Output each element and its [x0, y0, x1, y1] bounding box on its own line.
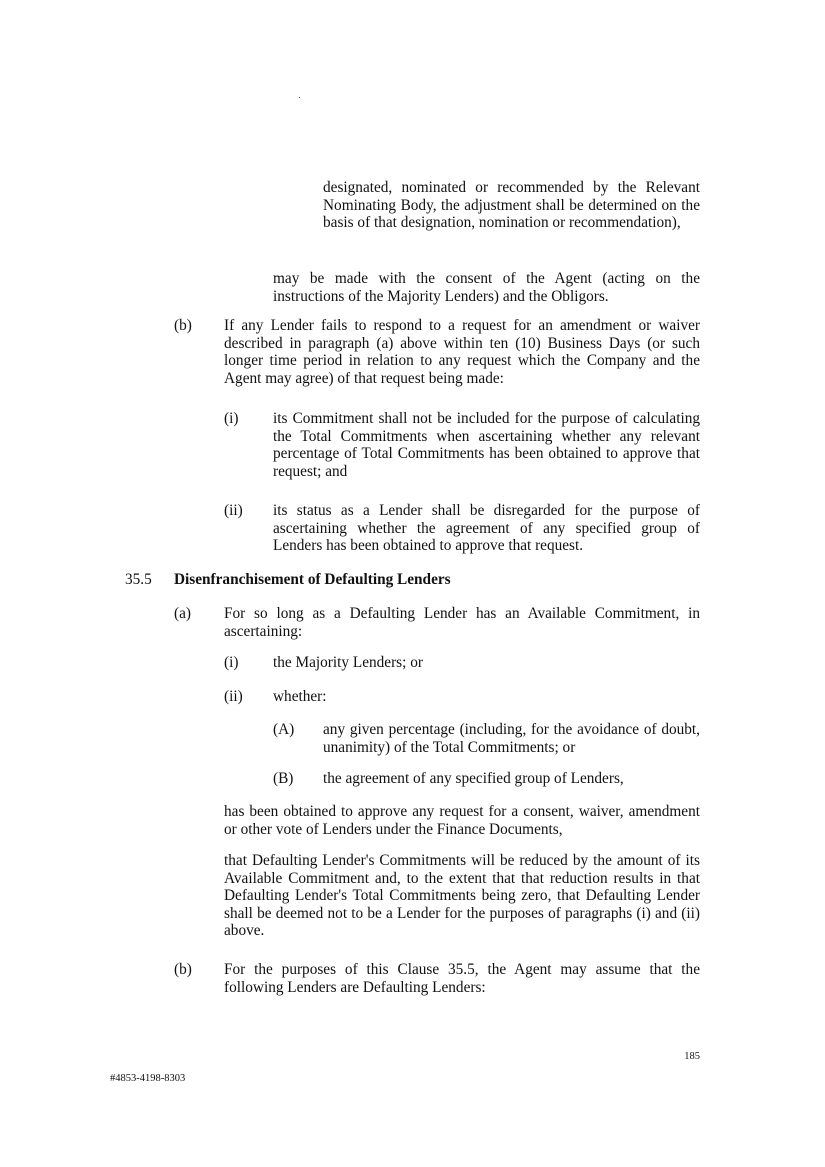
para-a-subitem-B-text: the agreement of any specified group of Lenders,	[323, 770, 624, 787]
para-a-item-i-label: (i)	[224, 654, 239, 671]
para-a-item-ii-label: (ii)	[224, 688, 243, 705]
para-a-item-ii-text: whether:	[273, 688, 327, 705]
intro-continuation: designated, nominated or recommended by the Relevant Nominating Body, the adjustment shall be determined on the basis of that designation, nomination or recommendation),	[323, 179, 700, 232]
document-id: #4853-4198-8303	[110, 1073, 186, 1084]
clause-title: Disenfranchisement of Defaulting Lenders	[174, 571, 451, 588]
scan-speck	[299, 97, 300, 98]
para-b1-item-ii-label: (ii)	[224, 502, 243, 519]
para-a-subitem-A-text: any given percentage (including, for the avoidance of doubt, unanimity) of the Total Commitments; or	[323, 721, 700, 756]
para-b1-item-ii-text: its status as a Lender shall be disregarded for the purpose of ascertaining whether the agreement of any specified group of Lenders has been obtained to approve that request.	[273, 502, 700, 555]
para-b1-text: If any Lender fails to respond to a request for an amendment or waiver described in paragraph (a) above within ten (10) Business Days (or such longer time period in relation to any request which the Company and the Agent may agree) of that request being made:	[224, 317, 700, 387]
para-b2-text: For the purposes of this Clause 35.5, the Agent may assume that the following Lenders are Defaulting Lenders:	[224, 961, 700, 996]
para-b1-item-i-label: (i)	[224, 410, 239, 427]
para-a-tail-1: has been obtained to approve any request for a consent, waiver, amendment or other vote of Lenders under the Finance Documents,	[224, 803, 700, 838]
para-b2-label: (b)	[174, 961, 192, 978]
para-a-subitem-A-label: (A)	[273, 721, 295, 738]
consent-line: may be made with the consent of the Agent (acting on the instructions of the Majority Lenders) and the Obligors.	[273, 270, 700, 305]
clause-number: 35.5	[125, 571, 152, 588]
para-b1-item-i-text: its Commitment shall not be included for the purpose of calculating the Total Commitments when ascertaining whether any relevant percentage of Total Commitments has been obtained to approve that request; and	[273, 410, 700, 480]
para-a-label: (a)	[174, 605, 191, 622]
para-a-tail-2: that Defaulting Lender's Commitments will be reduced by the amount of its Available Commitment and, to the extent that that reduction results in that Defaulting Lender's Total Commitments being zero, that Defaulting Lender shall be deemed not to be a Lender for the purposes of paragraphs (i) and (ii) above.	[224, 852, 700, 940]
page-number: 185	[684, 1051, 700, 1062]
para-a-item-i-text: the Majority Lenders; or	[273, 654, 423, 671]
para-a-text: For so long as a Defaulting Lender has an Available Commitment, in ascertaining:	[224, 605, 700, 640]
para-b1-label: (b)	[174, 317, 192, 334]
para-a-subitem-B-label: (B)	[273, 770, 294, 787]
